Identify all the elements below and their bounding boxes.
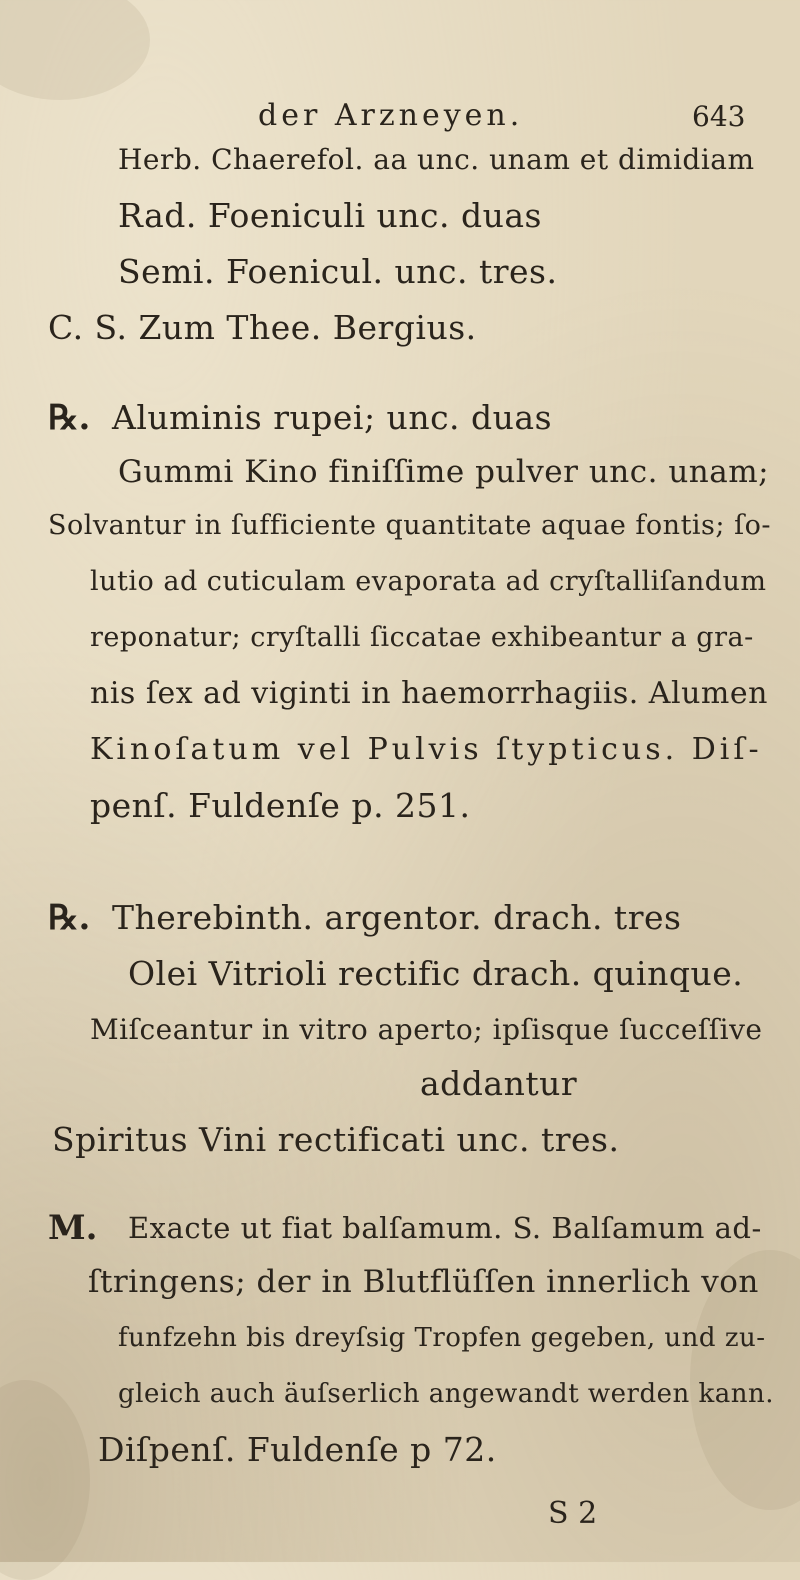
text-line: Spiritus Vini rectificati unc. tres. [52,1120,620,1159]
page-number: 643 [692,100,746,133]
text-line: penſ. Fuldenſe p. 251. [90,786,471,825]
text-line: Solvantur in ſufficiente quantitate aquae fontis; ſo- [48,510,771,541]
text-line: gleich auch äuſserlich angewandt werden kann. [118,1379,775,1409]
text-line: Therebinth. argentor. drach. tres [112,898,682,937]
text-line: Semi. Foenicul. unc. tres. [118,252,558,291]
text-line: Aluminis rupei; unc. duas [112,398,553,437]
text-line: Herb. Chaerefol. aa unc. unam et dimidiam [118,143,755,176]
text-line: Gummi Kino finiſſime pulver unc. unam; [118,454,770,490]
text-line: lutio ad cuticulam evaporata ad cryſtalliſandum [90,566,767,597]
misce-symbol: M. [48,1208,98,1248]
text-line: Diſpenſ. Fuldenſe p 72. [98,1430,497,1469]
recipe-symbol: ℞. [48,898,91,938]
text-line: Olei Vitrioli rectific drach. quinque. [128,954,744,993]
signature-mark: S 2 [548,1496,598,1531]
text-line: ſtringens; der in Blutflüſſen innerlich von [88,1264,759,1300]
running-title: der Arzneyen. [258,98,524,133]
text-line: funfzehn bis dreyſsig Tropfen gegeben, und zu- [118,1323,766,1353]
text-line: Rad. Foeniculi unc. duas [118,196,542,235]
text-line: nis ſex ad viginti in haemorrhagiis. Alumen [90,676,768,711]
text-line: C. S. Zum Thee. Bergius. [48,308,477,347]
text-line: Kinoſatum vel Pulvis ſtypticus. Diſ- [90,732,763,767]
paper-stain [0,0,150,100]
text-line: Exacte ut fiat balſamum. S. Balſamum ad- [128,1211,762,1245]
recipe-symbol: ℞. [48,398,91,438]
paper-stain [0,1380,90,1580]
text-line: addantur [420,1064,578,1103]
text-line: Miſceantur in vitro aperto; ipſisque ſucceſſive [90,1013,763,1046]
text-line: reponatur; cryſtalli ſiccatae exhibeantur a gra- [90,622,754,653]
